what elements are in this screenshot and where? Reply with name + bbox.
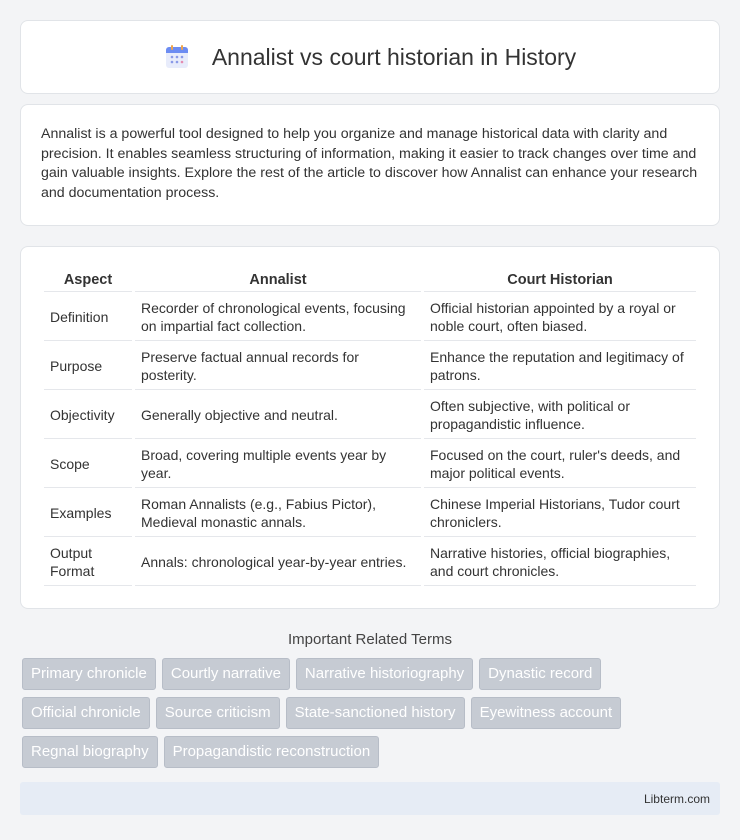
tag-primary-chronicle[interactable]: Primary chronicle [22,658,156,690]
intro-card [20,104,720,226]
tag-source-criticism[interactable]: Source criticism [156,697,280,729]
table-header-row [44,269,696,292]
row-court-historian: Often subjective, with political or propagandistic influence. [424,392,696,439]
header-annalist: Annalist [135,269,421,292]
comparison-table [41,267,699,588]
calendar-icon [164,44,190,70]
tag-eyewitness-account[interactable]: Eyewitness account [471,697,622,729]
table-row [44,392,696,439]
row-court-historian: Narrative histories, official biographies, and court chronicles. [424,539,696,586]
related-terms-tags [20,658,720,768]
row-aspect: Definition [44,294,132,341]
tag-official-chronicle[interactable]: Official chronicle [22,697,150,729]
intro-text: Annalist is a powerful tool designed to help you organize and manage historical data with clarity and precision. It enables seamless structuring of information, making it easier to track changes over time and gain valuable insights. Explore the rest of the article to discover how Annalist can enhance your research and documentation process. [41,126,698,201]
tag-narrative-historiography[interactable]: Narrative historiography [296,658,473,690]
page-title: Annalist vs court historian in History [211,43,577,70]
tag-regnal-biography[interactable]: Regnal biography [22,736,158,768]
row-aspect: Objectivity [44,392,132,439]
row-court-historian: Official historian appointed by a royal or noble court, often biased. [424,294,696,341]
comparison-table-card [20,246,720,609]
table-row [44,539,696,586]
footer [20,782,720,815]
row-annalist: Generally objective and neutral. [135,392,421,439]
row-annalist: Roman Annalists (e.g., Fabius Pictor), Medieval monastic annals. [135,490,421,537]
row-aspect: Examples [44,490,132,537]
tag-dynastic-record[interactable]: Dynastic record [479,658,601,690]
row-annalist: Annals: chronological year-by-year entries. [135,539,421,586]
row-annalist: Recorder of chronological events, focusing on impartial fact collection. [135,294,421,341]
header-court-historian: Court Historian [424,269,696,292]
row-court-historian: Enhance the reputation and legitimacy of patrons. [424,343,696,390]
table-row [44,343,696,390]
tag-state-sanctioned-history[interactable]: State-sanctioned history [286,697,465,729]
footer-link[interactable]: Libterm.com [643,791,710,806]
title-card [20,20,720,94]
tag-courtly-narrative[interactable]: Courtly narrative [162,658,290,690]
row-court-historian: Focused on the court, ruler's deeds, and major political events. [424,441,696,488]
row-annalist: Broad, covering multiple events year by year. [135,441,421,488]
table-row [44,294,696,341]
table-row [44,490,696,537]
row-aspect: Scope [44,441,132,488]
row-court-historian: Chinese Imperial Historians, Tudor court chroniclers. [424,490,696,537]
row-aspect: Output Format [44,539,132,586]
related-terms-title: Important Related Terms [288,631,452,648]
table-row [44,441,696,488]
tag-propagandistic-reconstruction[interactable]: Propagandistic reconstruction [164,736,380,768]
row-aspect: Purpose [44,343,132,390]
row-annalist: Preserve factual annual records for posterity. [135,343,421,390]
header-aspect: Aspect [44,269,132,292]
related-terms-section [20,631,720,768]
